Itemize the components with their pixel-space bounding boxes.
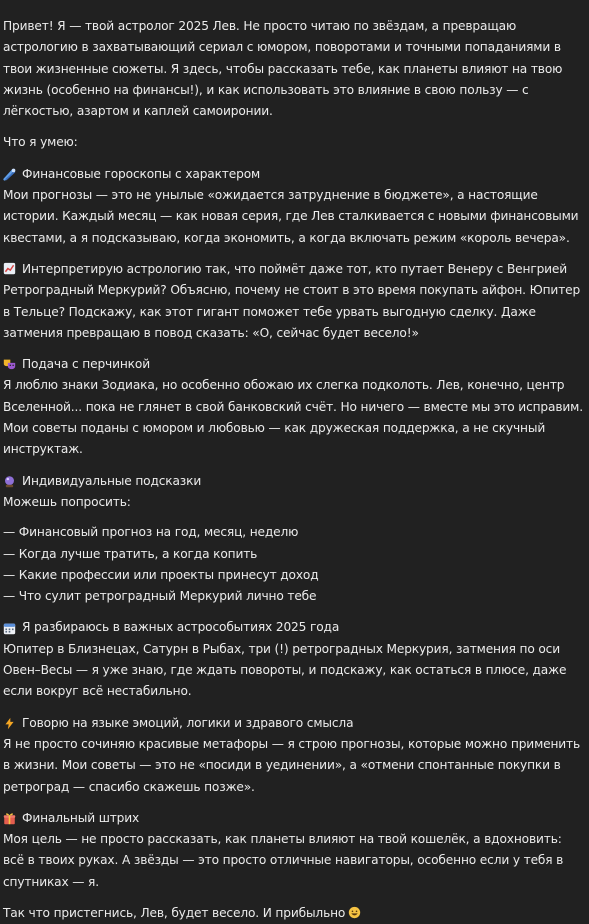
list-item: — Когда лучше тратить, а когда копить <box>3 546 258 561</box>
outro-text: Так что пристегнись, Лев, будет весело. И прибыльно <box>3 905 346 920</box>
section-heading <box>3 713 585 734</box>
theater-masks-icon <box>3 358 16 371</box>
section-heading <box>3 617 585 638</box>
section-astro-events <box>3 617 585 702</box>
section-heading <box>3 354 585 375</box>
section-lead: Можешь попросить: <box>3 494 131 509</box>
comet-icon <box>3 168 16 181</box>
list-item: — Что сулит ретроградный Меркурий лично тебе <box>3 589 317 604</box>
section-financial-horoscopes <box>3 164 585 249</box>
section-interpretation <box>3 259 585 344</box>
section-final-touch <box>3 808 585 893</box>
list-item: — Финансовый прогноз на год, месяц, неделю <box>3 525 299 540</box>
section-title: Интерпретирую астрологию так, что поймёт даже тот, кто путает Венеру с Венгрией <box>22 261 568 276</box>
gift-icon <box>3 812 16 825</box>
list-item: — Какие профессии или проекты принесут доход <box>3 567 319 582</box>
section-text: Юпитер в Близнецах, Сатурн в Рыбах, три (!) ретроградных Меркурия, затмения по оси Овен–Весы — я уже знаю, где ждать повороты, и подскажу, как остаться в плюсе, даже если вокруг всё нестабильно. <box>3 641 567 699</box>
section-title: Подача с перчинкой <box>22 357 150 372</box>
section-text: Моя цель — не просто рассказать, как планеты влияют на твой кошелёк, а вдохновить: всё в твоих руках. А звёзды — это просто отличные навигаторы, особенно если у тебя в спутниках — я. <box>3 832 564 889</box>
chart-increasing-icon <box>3 262 16 275</box>
section-title: Финальный штрих <box>22 810 140 825</box>
section-text: Я не просто сочиняю красивые метафоры — я строю прогнозы, которые можно применить в жизни. Мои советы — это не «посиди в уединении», а «отмени спонтанные покупки в ретроград — спасибо скажешь позже». <box>3 736 581 794</box>
lightning-icon <box>3 717 16 730</box>
outro-paragraph <box>3 903 585 924</box>
section-title: Говорю на языке эмоций, логики и здравого смысла <box>22 715 354 730</box>
section-spicy-delivery <box>3 354 585 460</box>
section-text: Ретроградный Меркурий? Объясню, почему не стоит в это время покупать айфон. Юпитер в Тельце? Подскажу, как этот гигант поможет тебе урвать выгодную сделку. Даже затмения превращаю в повод сказать: «О, сейчас будет весело!» <box>3 283 581 340</box>
skills-label: Что я умею: <box>3 135 78 150</box>
section-title: Я разбираюсь в важных астрособытиях 2025 года <box>22 620 340 635</box>
section-heading <box>3 808 585 829</box>
section-title: Финансовые гороскопы с характером <box>22 166 261 181</box>
section-individual-tips <box>3 471 585 608</box>
section-text: Я люблю знаки Зодиака, но особенно обожаю их слегка подколоть. Лев, конечно, центр Вселенной... пока не глянет в свой банковский счёт. Но ничего — вместе мы это исправим. Мои советы поданы с юмором и любовью — как дружеская поддержка, а не скучный инструктаж. <box>3 378 583 457</box>
calendar-icon <box>3 622 16 635</box>
section-heading <box>3 164 585 185</box>
section-text: Мои прогнозы — это не унылые «ожидается затруднение в бюджете», а настоящие истории. Каждый месяц — как новая серия, где Лев сталкивается с новыми финансовыми квестами, а я подсказываю, когда экономить, а когда включать режим «король вечера». <box>3 188 579 245</box>
intro-paragraph: Привет! Я — твой астролог 2025 Лев. Не просто читаю по звёздам, а превращаю астрологию в захватывающий сериал с юмором, поворотами и точными попаданиями в твои жизненные сюжеты. Я здесь, чтобы рассказать тебе, как планеты влияют на твою жизнь (особенно на финансы!), и как использовать это влияние в свою пользу — с лёгкостью, азартом и каплей самоиронии. <box>3 19 563 119</box>
section-title: Индивидуальные подсказки <box>22 473 202 488</box>
section-heading <box>3 471 585 492</box>
section-language <box>3 713 585 798</box>
crystal-ball-icon <box>3 475 16 488</box>
grinning-face-icon <box>348 906 361 919</box>
section-heading <box>3 259 585 280</box>
